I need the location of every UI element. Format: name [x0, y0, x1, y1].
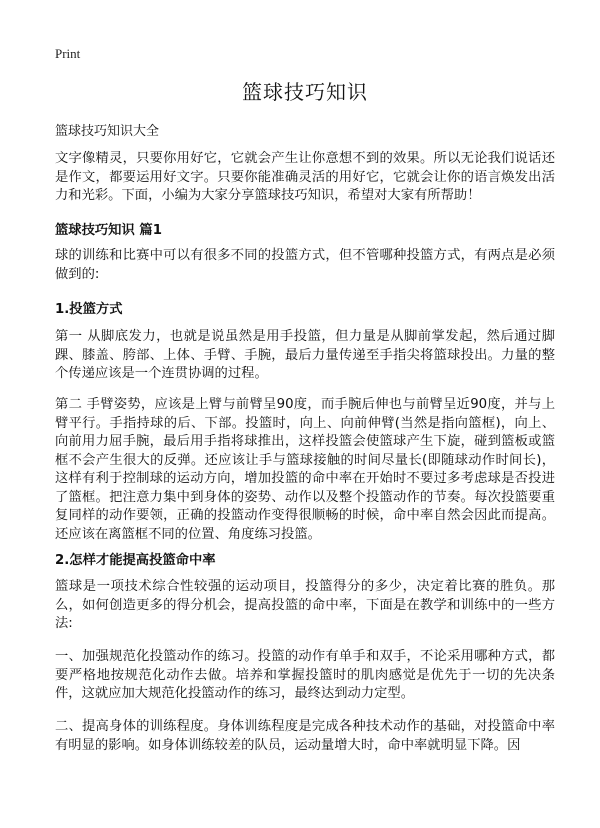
subsection-heading: 2.怎样才能提高投篮命中率	[55, 553, 216, 568]
page-title: 篮球技巧知识	[242, 80, 368, 104]
subsection-heading: 1.投篮方式	[55, 302, 123, 317]
body-paragraph: 篮球是一项技术综合性较强的运动项目，投篮得分的多少，决定着比赛的胜负。那么，如何创造更多的得分机会，提高投篮的命中率，下面是在教学和训练中的一些方法:	[55, 579, 555, 631]
section-paragraph: 球的训练和比赛中可以有很多不同的投篮方式，但不管哪种投篮方式，有两点是必须做到的:	[55, 248, 555, 282]
body-paragraph: 第一 从脚底发力，也就是说虽然是用手投篮，但力量是从脚前掌发起，然后通过脚踝、膝盖、胯部、上体、手臂、手腕，最后力量传递至手指尖将篮球投出。力量的整个传递应该是一个连贯协调的过程。	[55, 329, 555, 381]
document-subtitle: 篮球技巧知识大全	[55, 124, 160, 139]
body-paragraph: 一、加强规范化投篮动作的练习。投篮的动作有单手和双手，不论采用哪种方式，都要严格地按规范化动作去做。培养和掌握投篮时的肌肉感觉是优先于一切的先决条件，这就应加大规范化投篮动作的练习，最终达到动力定型。	[55, 649, 555, 701]
print-link[interactable]: Print	[55, 46, 81, 61]
body-paragraph: 二、提高身体的训练程度。身体训练程度是完成各种技术动作的基础，对投篮命中率有明显的影响。如身体训练较差的队员，运动量增大时，命中率就明显下降。因	[55, 719, 555, 753]
body-paragraph: 第二 手臂姿势，应该是上臂与前臂呈90度，而手腕后伸也与前臂呈近90度，并与上臂平行。手指持球的后、下部。投篮时，向上、向前伸臂(当然是指向篮框)，向上、向前用力屈手腕，最后用手指将球推出，这样投篮会使篮球产生下旋，碰到篮板或篮框不会产生很大的反弹。还应该让手与篮球接触的时间尽量长(即随球动作时间长)，这样有利于控制球的运动方向，增加投篮的命中率在开始时不要过多考虑球是否投进了篮框。把注意力集中到身体的姿势、动作以及整个投篮动作的节奏。每次投篮要重复同样的动作要领，正确的投篮动作变得很顺畅的时候，命中率自然会因此而提高。还应该在离篮框不同的位置、角度练习投篮。	[55, 397, 555, 542]
section-heading: 篮球技巧知识 篇1	[55, 223, 162, 238]
intro-paragraph: 文字像精灵，只要你用好它，它就会产生让你意想不到的效果。所以无论我们说话还是作文，都要运用好文字。只要你能准确灵活的用好它，它就会让你的语言焕发出活力和光彩。下面，小编为大家分享篮球技巧知识，希望对大家有所帮助！	[55, 151, 555, 203]
